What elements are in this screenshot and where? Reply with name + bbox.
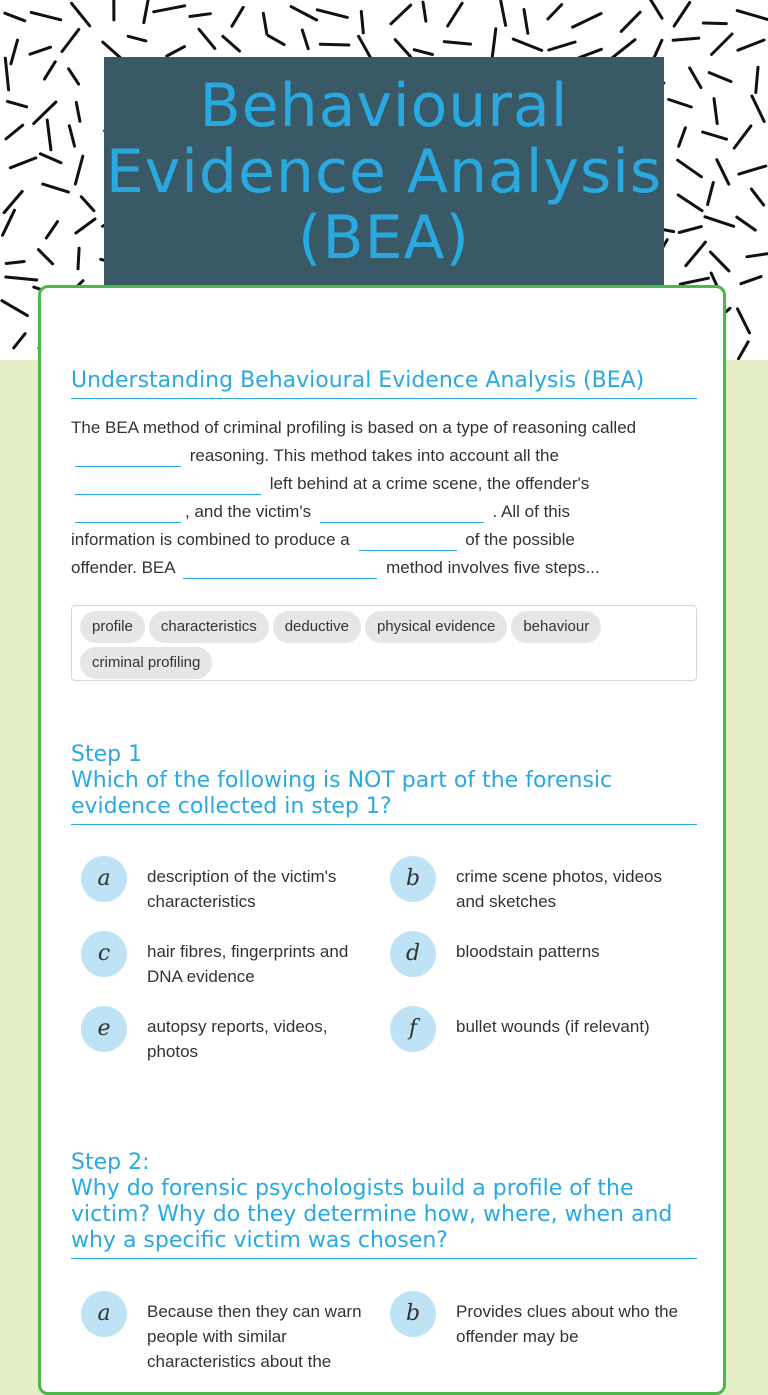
- paragraph-text: information is combined to produce a: [71, 530, 350, 549]
- option-text: Because then they can warn people with similar characteristics about the: [147, 1299, 381, 1374]
- fill-in-paragraph: [71, 414, 697, 582]
- step1-question: Which of the following is NOT part of the forensic evidence collected in step 1?: [71, 768, 697, 820]
- blank-input-3[interactable]: [75, 504, 181, 523]
- word-chip-characteristics[interactable]: characteristics: [149, 611, 269, 643]
- option-letter-d: d: [390, 931, 436, 977]
- option-text: Provides clues about who the offender may be: [456, 1299, 690, 1349]
- step1-label: Step 1: [71, 742, 697, 768]
- step2-heading: [71, 1150, 697, 1259]
- option-text: bloodstain patterns: [456, 939, 690, 964]
- word-chip-physical-evidence[interactable]: physical evidence: [365, 611, 507, 643]
- paragraph-text: . All of this: [493, 502, 570, 521]
- title-banner: [104, 57, 664, 307]
- paragraph-text: The BEA method of criminal profiling is based on a type of reasoning called: [71, 418, 636, 437]
- page-title: Behavioural Evidence Analysis (BEA): [104, 57, 664, 271]
- word-chip-profile[interactable]: profile: [80, 611, 145, 643]
- option-text: crime scene photos, videos and sketches: [456, 864, 690, 914]
- word-chip-deductive[interactable]: deductive: [273, 611, 361, 643]
- option-letter-b: b: [390, 1291, 436, 1337]
- blank-input-6[interactable]: [183, 560, 377, 579]
- option-letter-f: f: [390, 1006, 436, 1052]
- blank-input-5[interactable]: [359, 532, 457, 551]
- paragraph-text: reasoning. This method takes into account all the: [190, 446, 559, 465]
- option-letter-c: c: [81, 931, 127, 977]
- option-letter-b: b: [390, 856, 436, 902]
- word-chip-behaviour[interactable]: behaviour: [511, 611, 601, 643]
- step1-heading: [71, 742, 697, 825]
- option-text: autopsy reports, videos, photos: [147, 1014, 381, 1064]
- option-text: description of the victim's characteristics: [147, 864, 381, 914]
- section-heading-understanding: Understanding Behavioural Evidence Analysis (BEA): [71, 368, 697, 399]
- blank-input-2[interactable]: [75, 476, 261, 495]
- word-chip-criminal-profiling[interactable]: criminal profiling: [80, 647, 212, 679]
- word-bank: [71, 605, 697, 681]
- blank-input-4[interactable]: [320, 504, 484, 523]
- option-letter-a: a: [81, 1291, 127, 1337]
- option-text: hair fibres, fingerprints and DNA evidence: [147, 939, 381, 989]
- paragraph-text: left behind at a crime scene, the offender's: [270, 474, 590, 493]
- option-text: bullet wounds (if relevant): [456, 1014, 690, 1039]
- paragraph-text: of the possible: [465, 530, 575, 549]
- option-letter-a: a: [81, 856, 127, 902]
- worksheet-card: [38, 285, 726, 1395]
- option-letter-e: e: [81, 1006, 127, 1052]
- paragraph-text: , and the victim's: [185, 502, 311, 521]
- step2-question: Why do forensic psychologists build a profile of the victim? Why do they determine how, where, when and why a specific victim was chosen?: [71, 1176, 697, 1254]
- step2-label: Step 2:: [71, 1150, 697, 1176]
- paragraph-text: method involves five steps...: [386, 558, 600, 577]
- blank-input-1[interactable]: [75, 448, 181, 467]
- paragraph-text: offender. BEA: [71, 558, 175, 577]
